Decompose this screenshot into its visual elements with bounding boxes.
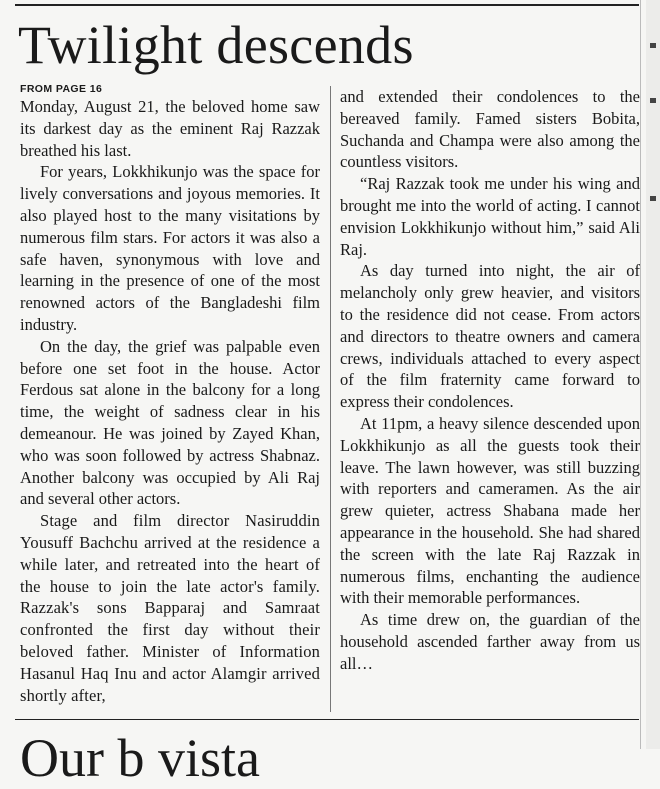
article-paragraph: Monday, August 21, the beloved home saw its darkest day as the eminent Raj Razzak breathed his last.	[20, 97, 320, 160]
article-paragraph: As day turned into night, the air of melancholy only grew heavier, and visitors to the residence did not cease. From actors and directors to theatre owners and camera crews, individuals attached to every aspect of the film fraternity came forward to express their condolences.	[340, 261, 640, 412]
article-headline: Twilight descends	[18, 15, 414, 75]
next-article-headline: Our b vista	[20, 728, 260, 788]
jump-line: FROM PAGE 16	[20, 83, 103, 95]
article-paragraph: As time drew on, the guardian of the household ascended farther away from us all…	[340, 610, 640, 673]
page-fold-rule	[640, 0, 641, 749]
article-paragraph: “Raj Razzak took me under his wing and brought me into the world of acting. I cannot envision Lokkhikunjo without him,” said Ali Raj.	[340, 174, 640, 259]
article-paragraph: For years, Lokkhikunjo was the space for lively conversations and joyous memories. It also played host to the many visitations by numerous film stars. For actors it was also a safe haven, synonymous with love and learning in the presence of one of the most renowned actors of the Bangladeshi film industry.	[20, 162, 320, 334]
article-paragraph: and extended their condolences to the bereaved family. Famed sisters Bobita, Suchanda and Champa were also among the countless visitors.	[340, 87, 640, 172]
adjacent-print-mark	[650, 98, 656, 103]
article-column-left	[20, 83, 320, 706]
adjacent-print-mark	[650, 196, 656, 201]
column-divider	[330, 86, 331, 712]
article-paragraph: At 11pm, a heavy silence descended upon Lokkhikunjo as all the guests took their leave. The lawn however, was still buzzing with reporters and cameramen. As the air grew quieter, actress Shabana made her appearance in the household. She had shared the screen with the late Raj Razzak in numerous films, enchanting the audience with their memorable performances.	[340, 413, 640, 608]
article-column-right	[340, 86, 640, 675]
adjacent-page-edge	[646, 0, 660, 749]
adjacent-print-mark	[650, 43, 656, 48]
bottom-rule	[15, 719, 639, 720]
article-paragraph: Stage and film director Nasiruddin Yousuff Bachchu arrived at the residence a while later, and retreated into the heart of the house to join the late actor's family. Razzak's sons Bapparaj and Samraat confronted the first day without their beloved father. Minister of Information Hasanul Haq Inu and actor Alamgir arrived shortly after,	[20, 511, 320, 705]
top-rule	[15, 4, 639, 6]
article-paragraph: On the day, the grief was palpable even before one set foot in the house. Actor Ferdous sat alone in the balcony for a long time, the weight of sadness clear in his demeanour. He was joined by Zayed Khan, who was soon followed by actress Shabnaz. Another balcony was occupied by Ali Raj and several other actors.	[20, 336, 320, 509]
